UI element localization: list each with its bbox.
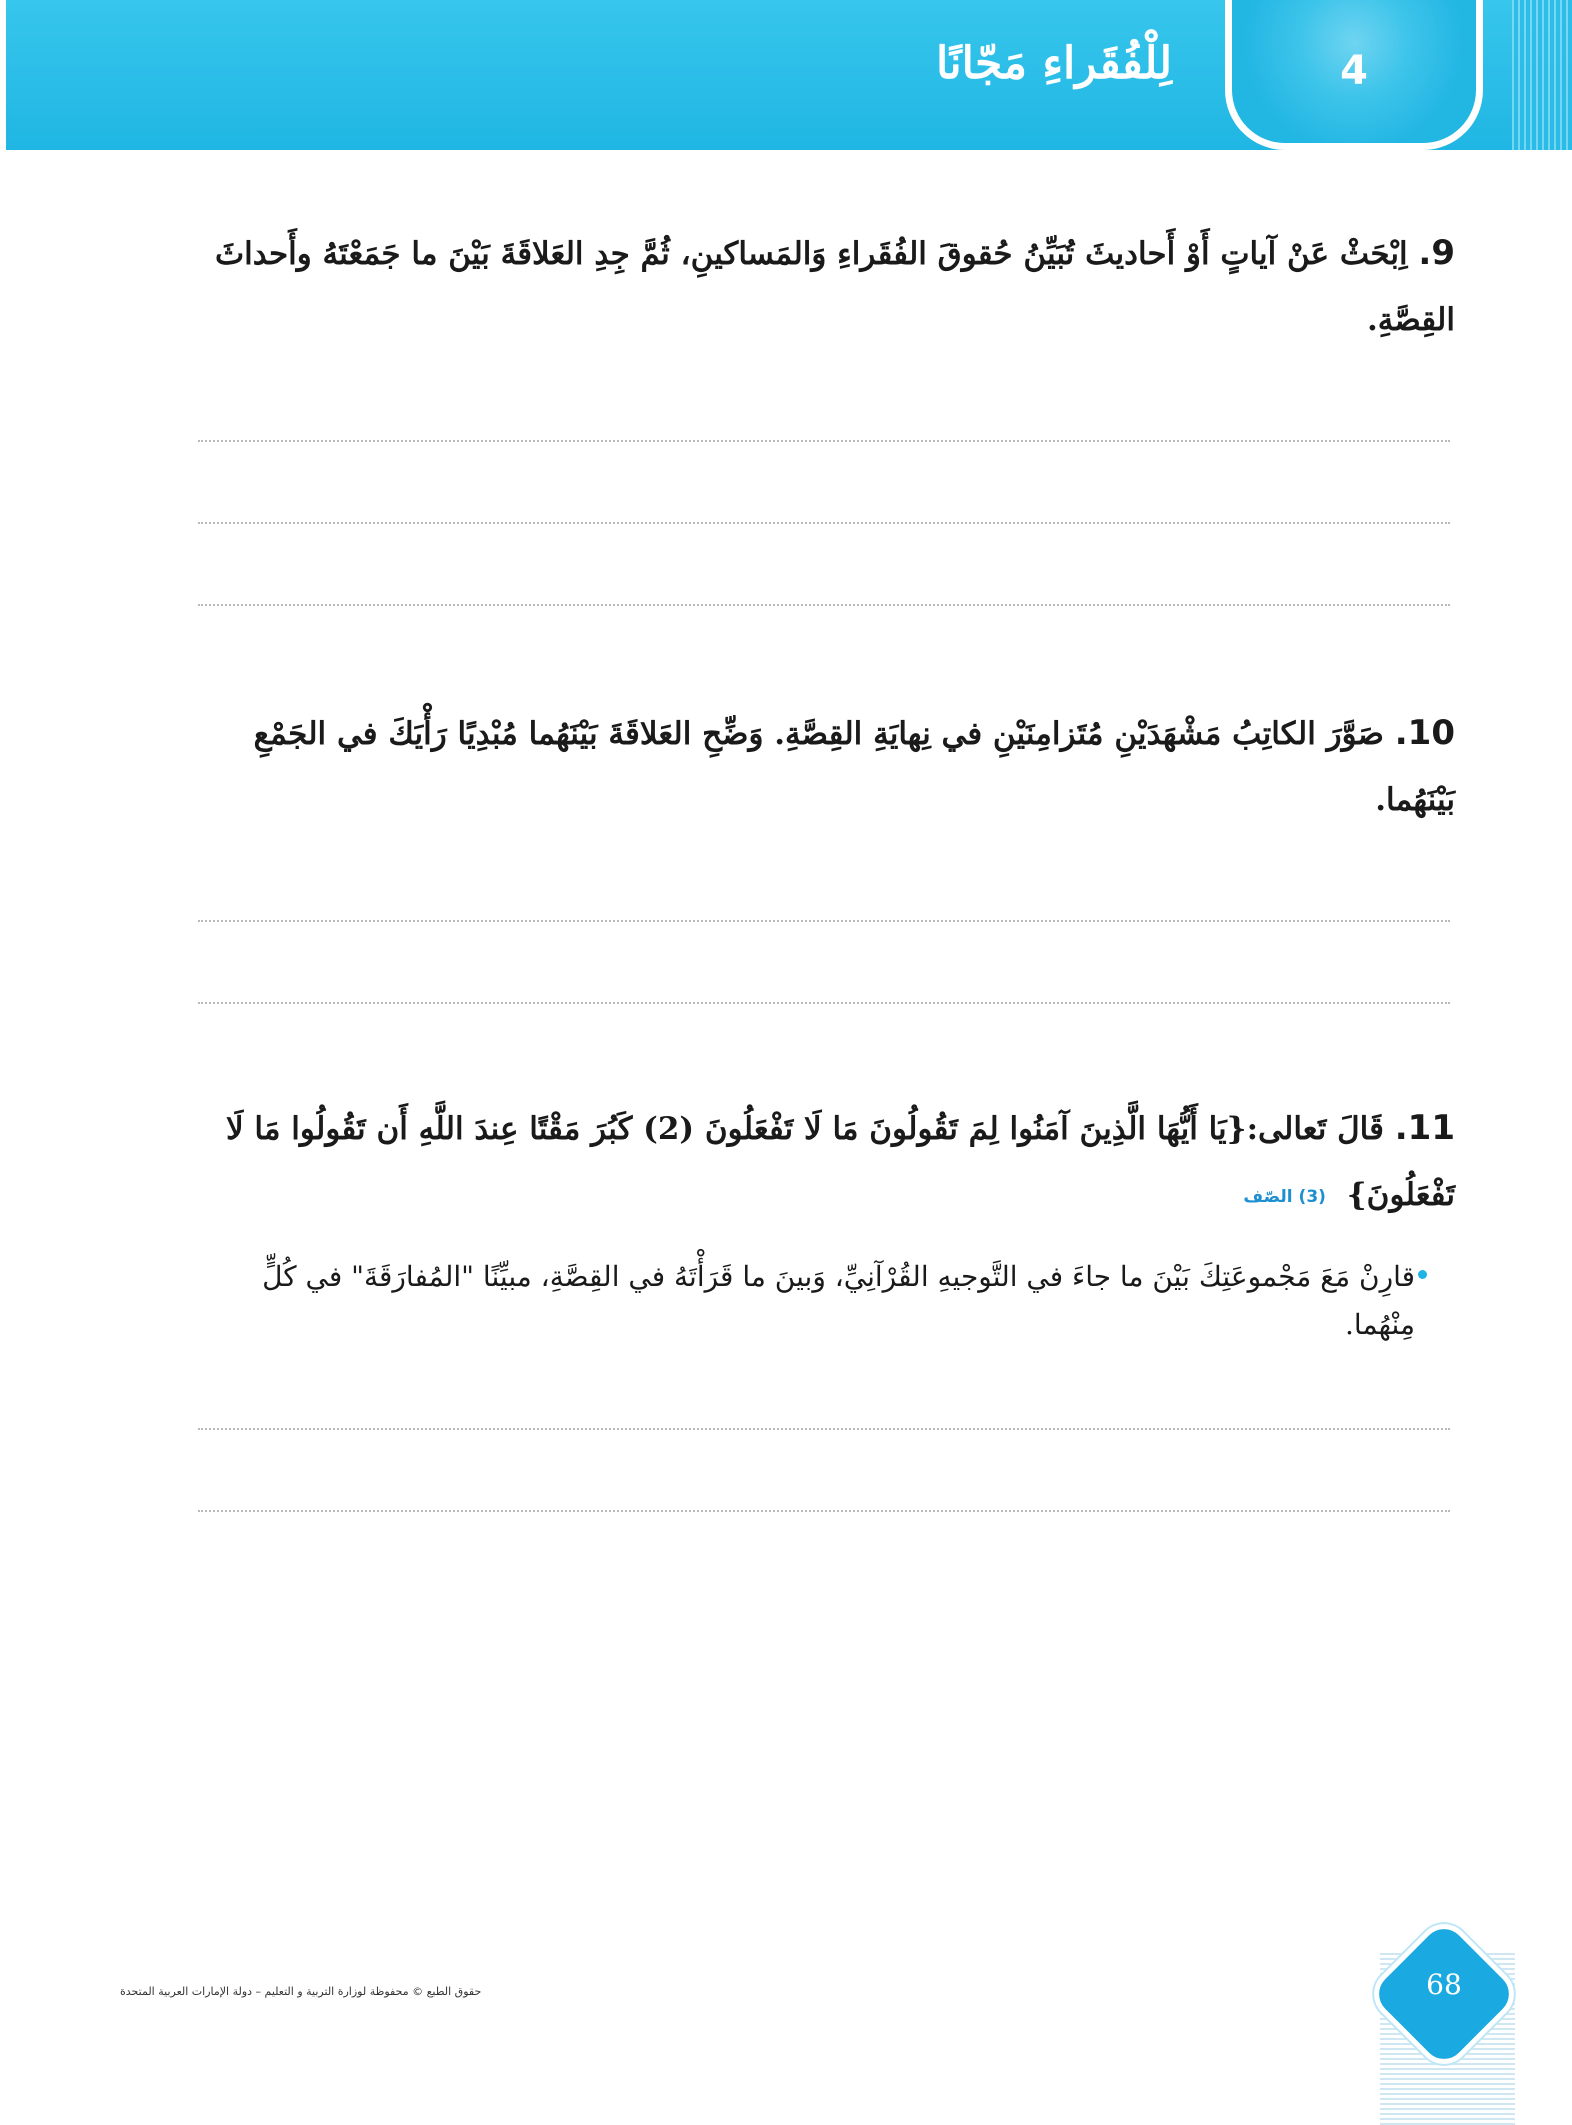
answer-line[interactable]: [198, 440, 1450, 442]
bullet-icon: [1418, 1270, 1427, 1279]
question-text: صَوَّرَ الكاتِبُ مَشْهَدَيْنِ مُتَزامِنَيْنِ في نِهايَةِ القِصَّةِ. وَضِّحِ العَلاقَةَ بَيْنَهُما مُبْدِيًا رَأْيَكَ في الجَمْعِ بَيْنَهُما.: [253, 716, 1455, 818]
question-9: [200, 220, 1455, 353]
chapter-number: 4: [1340, 48, 1368, 94]
question-11: [200, 1095, 1455, 1230]
verse-reference: (3) الصّف: [1243, 1186, 1326, 1207]
header-pattern-strip: [1512, 0, 1572, 150]
answer-line[interactable]: [198, 1510, 1450, 1512]
answer-line[interactable]: [198, 1428, 1450, 1430]
answer-line[interactable]: [198, 1002, 1450, 1004]
question-10: [200, 700, 1455, 833]
chapter-title: لِلْفُقَراءِ مَجّانًا: [935, 38, 1172, 89]
answer-line[interactable]: [198, 920, 1450, 922]
question-text: اِبْحَثْ عَنْ آياتٍ أَوْ أَحاديثَ تُبَيِّنُ حُقوقَ الفُقَراءِ وَالمَساكينِ، ثُمَّ جِدِ العَلاقَةَ بَيْنَ ما جَمَعْتَهُ وأَحداثَ القِصَّةِ.: [214, 236, 1455, 338]
question-number: 10.: [1394, 713, 1455, 753]
question-number: 9.: [1418, 233, 1455, 273]
answer-line[interactable]: [198, 522, 1450, 524]
question-text: قَالَ تَعالى:{يَا أَيُّهَا الَّذِينَ آمَنُوا لِمَ تَقُولُونَ مَا لَا تَفْعَلُونَ (2) كَبُرَ مَقْتًا عِندَ اللَّهِ أَن تَقُولُوا مَا لَا تَفْعَلُونَ}: [225, 1111, 1455, 1213]
answer-line[interactable]: [198, 604, 1450, 606]
page-number: 68: [1426, 1968, 1462, 2001]
chapter-tab: [1225, 0, 1483, 150]
copyright-notice: حقوق الطبع © محفوظة لوزارة التربية و التعليم – دولة الإمارات العربية المتحدة: [120, 1985, 482, 1998]
question-number: 11.: [1394, 1108, 1455, 1148]
question-11-task: قارِنْ مَعَ مَجْموعَتِكَ بَيْنَ ما جاءَ في التَّوجيهِ القُرْآنِيِّ، وَبينَ ما قَرَأْتَهُ في القِصَّةِ، مبيِّنًا "المُفارَقَةَ" في كُلٍّ مِنْهُما.: [262, 1260, 1415, 1341]
